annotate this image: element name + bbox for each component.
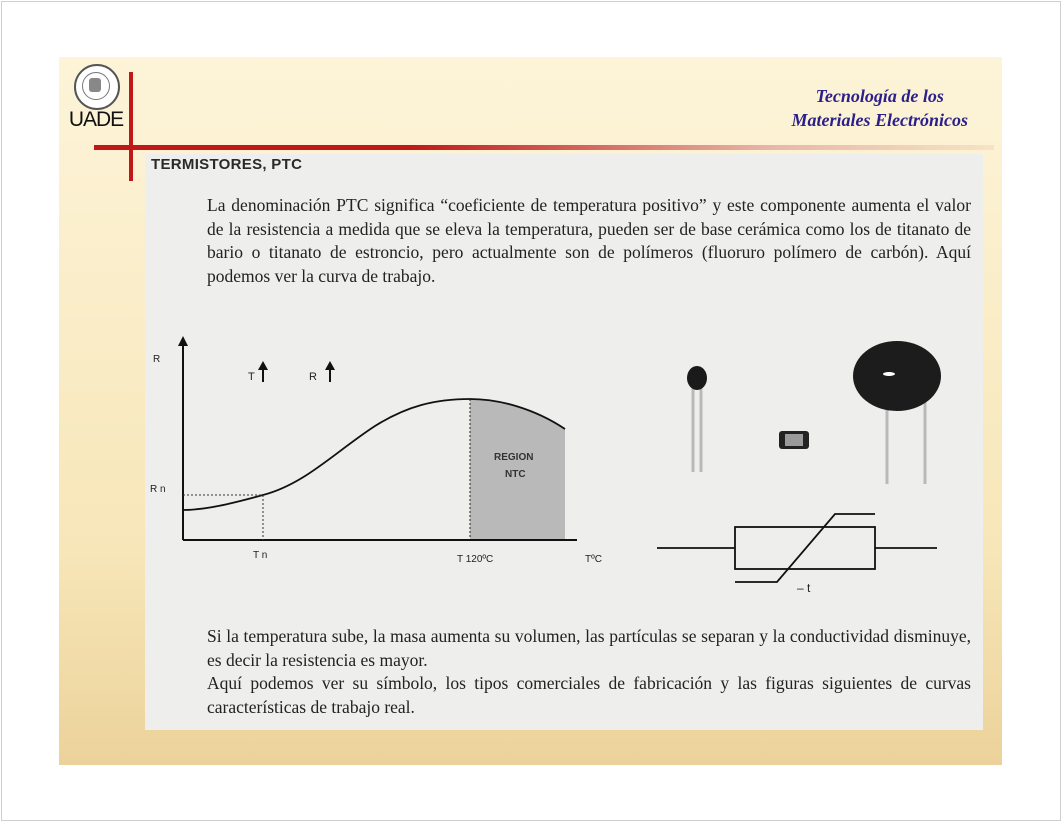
legend-r-up-arrow-icon [325, 361, 335, 382]
header-divider-vertical [129, 72, 133, 181]
section-heading: TERMISTORES, PTC [151, 156, 303, 173]
region-label-line1: REGION [494, 452, 534, 463]
uade-logo [68, 64, 124, 132]
paragraph-explanation-text: Si la temperatura sube, la masa aumenta su volumen, las partículas se separan y la conductividad disminuye, es decir la resistencia es mayor. [207, 626, 971, 670]
slide-title [792, 84, 969, 132]
x-axis-label: TºC [585, 554, 602, 565]
y-axis-arrow-icon [178, 336, 188, 346]
slide-title-line2: Materiales Electrónicos [791, 110, 968, 130]
t120-label: T 120ºC [457, 554, 494, 565]
legend-r-label: R [309, 371, 317, 383]
disc-thermistor-icon [853, 341, 941, 484]
ptc-figure-svg [145, 334, 983, 604]
paragraph-intro-text: La denominación PTC significa “coeficiente de temperatura positivo” y este componente aumenta el valor de la resistencia a medida que se eleva la temperatura, pueden ser de base cerámica como los de titanato de bario o titanato de estroncio, pero actualmente son de polímeros (fluoruro polímero de carbón). Aquí podemos ver la curva de trabajo. [207, 195, 971, 286]
scanned-page [145, 154, 983, 730]
slide-title-line1: Tecnología de los [815, 86, 944, 106]
rn-label: R n [150, 484, 166, 495]
bead-thermistor-icon [687, 366, 707, 472]
paragraph-intro [151, 194, 971, 288]
university-seal-icon [74, 64, 120, 110]
header-divider-horizontal [94, 145, 994, 150]
ptc-schematic-symbol [657, 514, 937, 595]
tn-label: T n [253, 550, 268, 561]
paragraph-symbol-text: Aquí podemos ver su símbolo, los tipos comerciales de fabricación y las figuras siguientes de curvas características de trabajo real. [207, 673, 971, 717]
y-axis-label: R [153, 354, 161, 365]
smd-thermistor-icon [779, 431, 809, 449]
region-label-line2: NTC [505, 469, 526, 480]
symbol-label: – t [797, 581, 811, 595]
legend-t-label: T [248, 371, 255, 383]
logo-text: UADE [68, 108, 124, 131]
paragraph-explanation [151, 625, 971, 719]
legend-t-up-arrow-icon [258, 361, 268, 382]
ptc-figure [145, 334, 983, 604]
ptc-curve-graph [150, 336, 602, 565]
